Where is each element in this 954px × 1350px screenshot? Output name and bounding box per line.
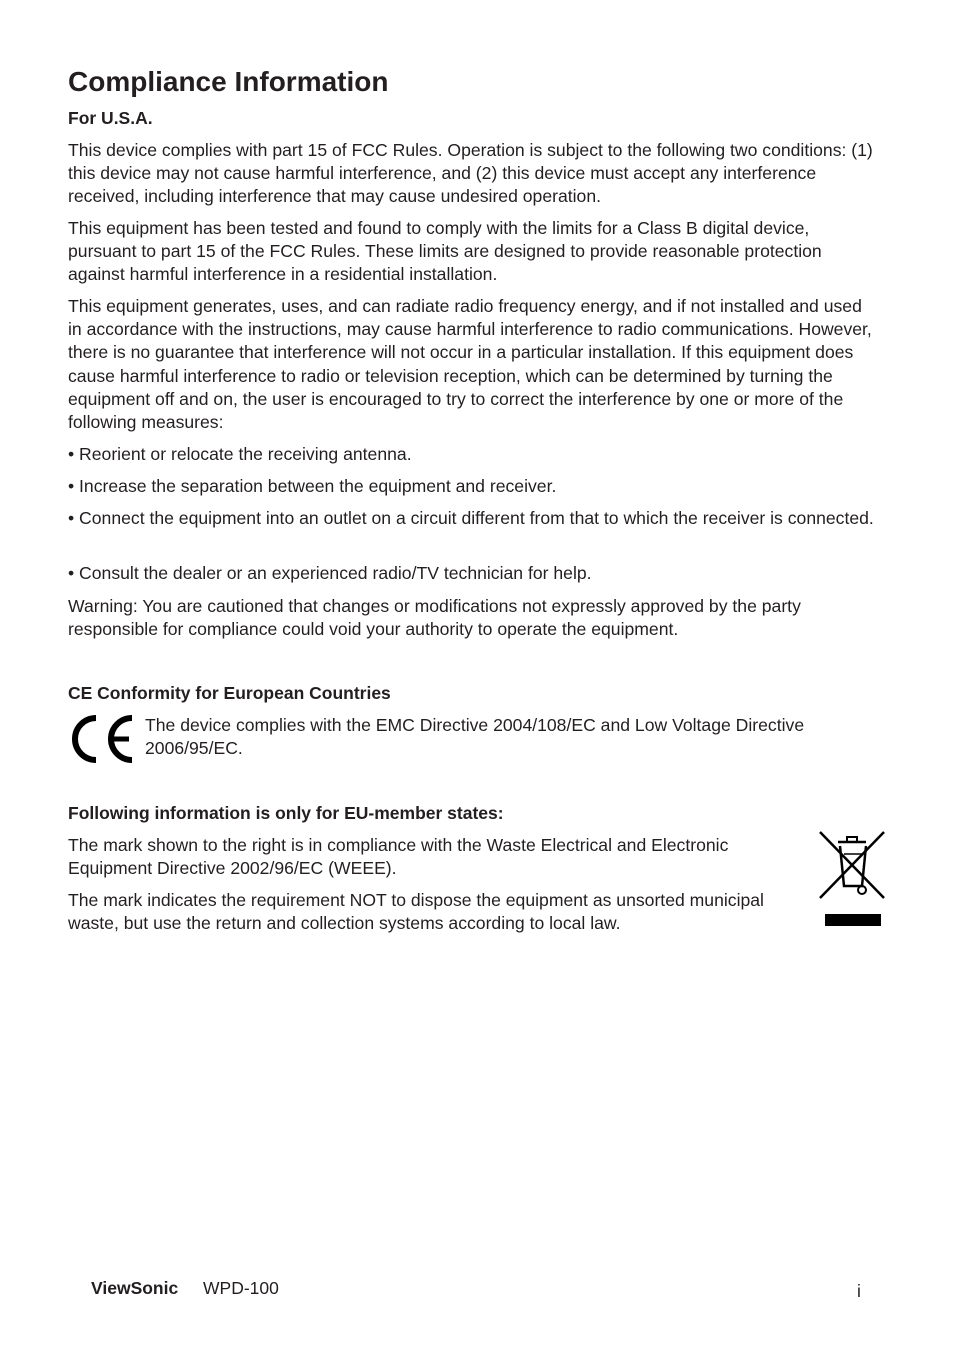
page-number: i [857, 1281, 861, 1301]
ce-mark-icon [66, 712, 136, 766]
usa-paragraph-3: This equipment generates, uses, and can radiate radio frequency energy, and if not installed and used in accordance with the instructions, may cause harmful interference to radio communications. However, there is no guarantee that interference will not occur in a particular installation. If this equipment does cause harmful interference to radio or television reception, which can be determined by turning the equipment off and on, the user is encouraged to try to correct the interference by one or more of the following measures: [68, 296, 872, 433]
usa-paragraph-1: This device complies with part 15 of FCC Rules. Operation is subject to the following two conditions: (1) this device may not cause harmful interference, and (2) this device must accept any interference received, including interference that may cause undesired operation. [68, 140, 873, 207]
usa-paragraph-2: This equipment has been tested and found to comply with the limits for a Class B digital device, pursuant to part 15 of the FCC Rules. These limits are designed to provide reasonable protection against harmful interference in a residential installation. [68, 218, 822, 285]
measure-item: • Connect the equipment into an outlet on a circuit different from that to which the receiver is connected. [68, 508, 874, 528]
eu-heading: Following information is only for EU-member states: [68, 803, 504, 823]
page-title: Compliance Information [68, 66, 389, 97]
usa-heading: For U.S.A. [68, 108, 153, 128]
ce-heading: CE Conformity for European Countries [68, 683, 391, 703]
eu-paragraph-1: The mark shown to the right is in compliance with the Waste Electrical and Electronic Equipment Directive 2002/96/EC (WEEE). [68, 835, 729, 879]
weee-crossed-bin-icon [816, 828, 888, 932]
footer-brand: ViewSonic [91, 1278, 179, 1298]
measure-item: • Reorient or relocate the receiving antenna. [68, 444, 412, 464]
warning-paragraph: Warning: You are cautioned that changes or modifications not expressly approved by the party responsible for compliance could void your authority to operate the equipment. [68, 596, 801, 640]
eu-paragraph-2: The mark indicates the requirement NOT to dispose the equipment as unsorted municipal waste, but use the return and collection systems according to local law. [68, 890, 764, 934]
footer-model: WPD-100 [203, 1278, 279, 1298]
ce-paragraph: The device complies with the EMC Directive 2004/108/EC and Low Voltage Directive 2006/95/EC. [145, 715, 805, 759]
measure-item: • Increase the separation between the equipment and receiver. [68, 476, 557, 496]
measure-item: • Consult the dealer or an experienced radio/TV technician for help. [68, 563, 592, 583]
